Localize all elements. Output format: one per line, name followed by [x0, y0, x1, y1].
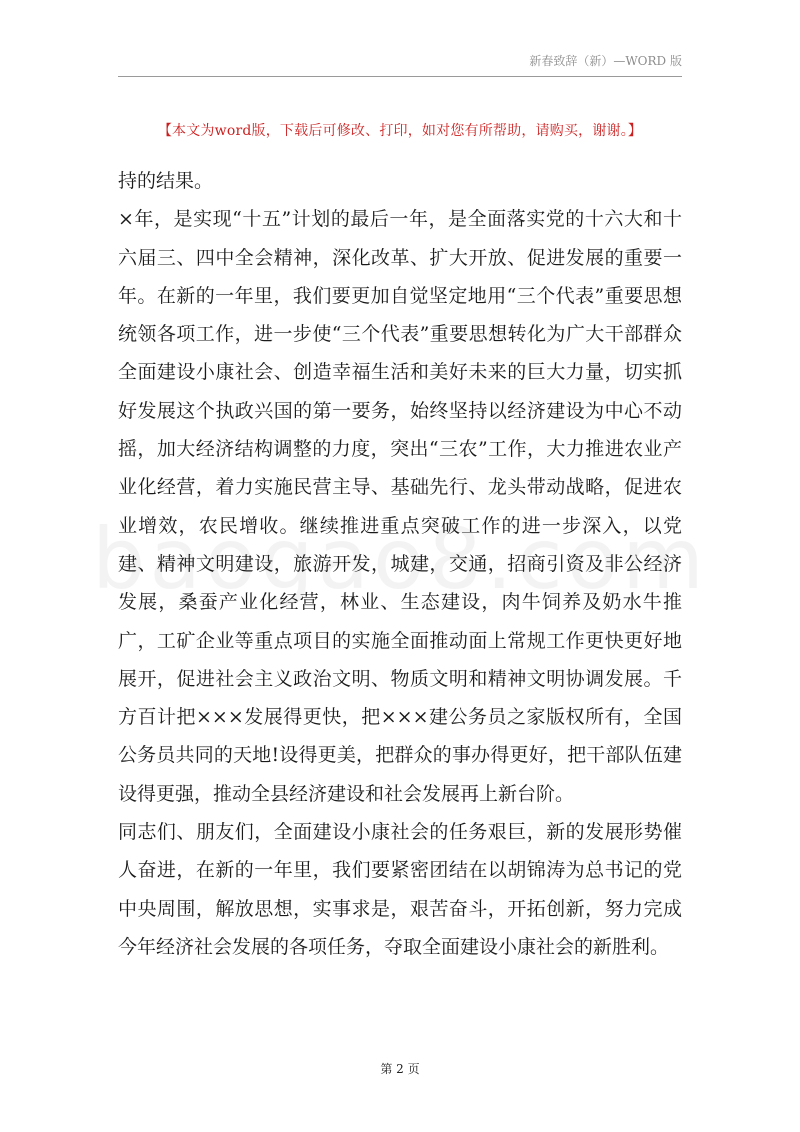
- body-text: [118, 162, 682, 966]
- header-rule: [118, 76, 682, 77]
- document-header: 新春致辞（新）—WORD 版: [529, 54, 682, 68]
- page-number: 第 2 页: [380, 1062, 420, 1076]
- paragraph-2: ×年，是实现“十五”计划的最后一年，是全面落实党的十六大和十六届三、四中全会精神，深化改革、扩大开放、促进发展的重要一年。在新的一年里，我们要更加自觉坚定地用“三个代表”重要思想统领各项工作，进一步使“三个代表”重要思想转化为广大干部群众全面建设小康社会、创造幸福生活和美好未来的巨大力量，切实抓好发展这个执政兴国的第一要务，始终坚持以经济建设为中心不动摇，加大经济结构调整的力度，突出“三农”工作，大力推进农业产业化经营，着力实施民营主导、基础先行、龙头带动战略，促进农业增效，农民增收。继续推进重点突破工作的进一步深入，以党建、精神文明建设，旅游开发，城建，交通，招商引资及非公经济发展，桑蚕产业化经营，林业、生态建设，肉牛饲养及奶水牛推广，工矿企业等重点项目的实施全面推动面上常规工作更快更好地展开，促进社会主义政治文明、物质文明和精神文明协调发展。千方百计把×××发展得更快，把×××建公务员之家版权所有，全国公务员共同的天地!设得更美，把群众的事办得更好，把干部队伍建设得更强，推动全县经济建设和社会发展再上新台阶。: [118, 208, 682, 805]
- purchase-notice: 【本文为word版，下载后可修改、打印，如对您有所帮助，请购买，谢谢。】: [157, 123, 643, 139]
- paragraph-1: 持的结果。: [118, 170, 214, 192]
- paragraph-3: 同志们、朋友们，全面建设小康社会的任务艰巨，新的发展形势催人奋进，在新的一年里，我们要紧密团结在以胡锦涛为总书记的党中央周围，解放思想，实事求是，艰苦奋斗，开拓创新，努力完成今年经济社会发展的各项任务，夺取全面建设小康社会的新胜利。: [118, 821, 682, 958]
